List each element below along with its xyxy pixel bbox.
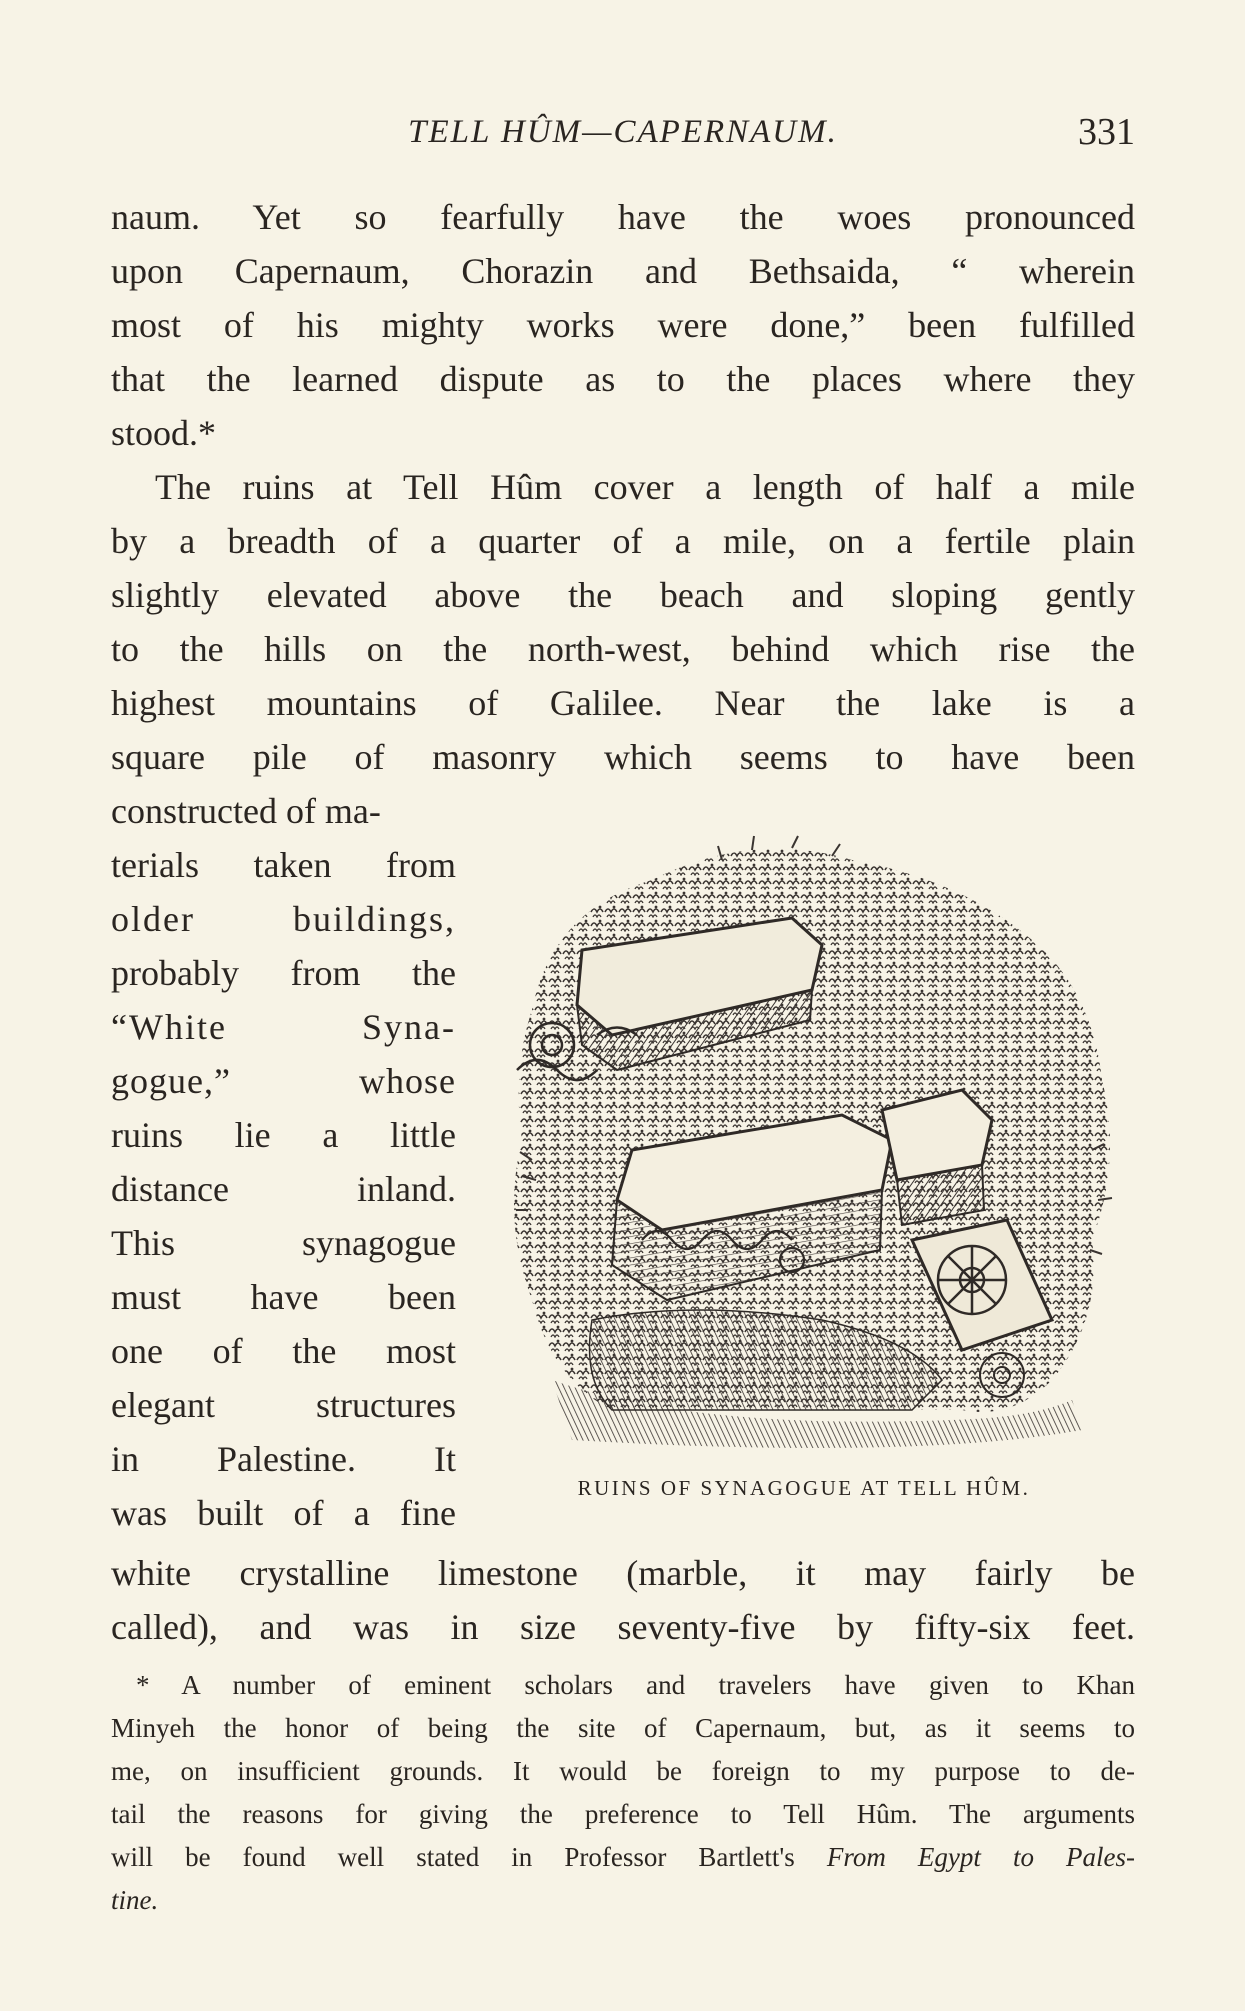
body-line: gogue,” whose bbox=[111, 1061, 456, 1101]
body-line: older buildings, bbox=[111, 899, 456, 939]
footnote-text: will be found well stated in Professor Bartlett's bbox=[111, 1842, 827, 1872]
book-title-italic: tine. bbox=[111, 1885, 159, 1915]
engraving-ruins-of-synagogue bbox=[492, 820, 1122, 1470]
running-head: TELL HÛM—CAPERNAUM. bbox=[408, 114, 838, 150]
page-number: 331 bbox=[1078, 111, 1135, 153]
body-line: was built of a fine bbox=[111, 1493, 456, 1533]
body-line: ruins lie a little bbox=[111, 1115, 456, 1155]
footnote-line: Minyeh the honor of being the site of Capernaum, but, as it seems to bbox=[111, 1713, 1135, 1743]
footnote-line: tail the reasons for giving the preference to Tell Hûm. The arguments bbox=[111, 1799, 1135, 1829]
body-line: The ruins at Tell Hûm cover a length of half a mile bbox=[155, 467, 1135, 507]
body-line: constructed of ma- bbox=[111, 791, 381, 831]
body-line: that the learned dispute as to the places where they bbox=[111, 359, 1135, 399]
footnote-line: me, on insufficient grounds. It would be foreign to my purpose to de- bbox=[111, 1756, 1135, 1786]
body-line: most of his mighty works were done,” been fulfilled bbox=[111, 305, 1135, 345]
page-header bbox=[111, 110, 1135, 160]
body-line: one of the most bbox=[111, 1331, 456, 1371]
figure-caption: RUINS OF SYNAGOGUE AT TELL HÛM. bbox=[577, 1476, 1031, 1500]
body-line: called), and was in size seventy-five by fifty-six feet. bbox=[111, 1607, 1135, 1647]
body-line: to the hills on the north-west, behind which rise the bbox=[111, 629, 1135, 669]
body-line: upon Capernaum, Chorazin and Bethsaida, “ wherein bbox=[111, 251, 1135, 291]
body-line: in Palestine. It bbox=[111, 1439, 456, 1479]
body-line: distance inland. bbox=[111, 1169, 456, 1209]
body-line: white crystalline limestone (marble, it may fairly be bbox=[111, 1553, 1135, 1593]
body-line: slightly elevated above the beach and sloping gently bbox=[111, 575, 1135, 615]
book-title-italic: From Egypt to Pales- bbox=[826, 1842, 1136, 1872]
body-line: This synagogue bbox=[111, 1223, 456, 1263]
footnote-line bbox=[111, 1836, 1135, 1879]
body-line: by a breadth of a quarter of a mile, on a fertile plain bbox=[111, 521, 1135, 561]
body-line: probably from the bbox=[111, 953, 456, 993]
footnote-line: * A number of eminent scholars and travelers have given to Khan bbox=[136, 1670, 1135, 1700]
body-line: “White Syna- bbox=[111, 1007, 456, 1047]
body-line: square pile of masonry which seems to have been bbox=[111, 737, 1135, 777]
body-line: stood.* bbox=[111, 413, 217, 453]
footnote-line bbox=[111, 1879, 1135, 1922]
body-line: must have been bbox=[111, 1277, 456, 1317]
body-line: naum. Yet so fearfully have the woes pronounced bbox=[111, 197, 1135, 237]
body-line: terials taken from bbox=[111, 845, 456, 885]
body-line: elegant structures bbox=[111, 1385, 456, 1425]
body-line: highest mountains of Galilee. Near the lake is a bbox=[111, 683, 1135, 723]
